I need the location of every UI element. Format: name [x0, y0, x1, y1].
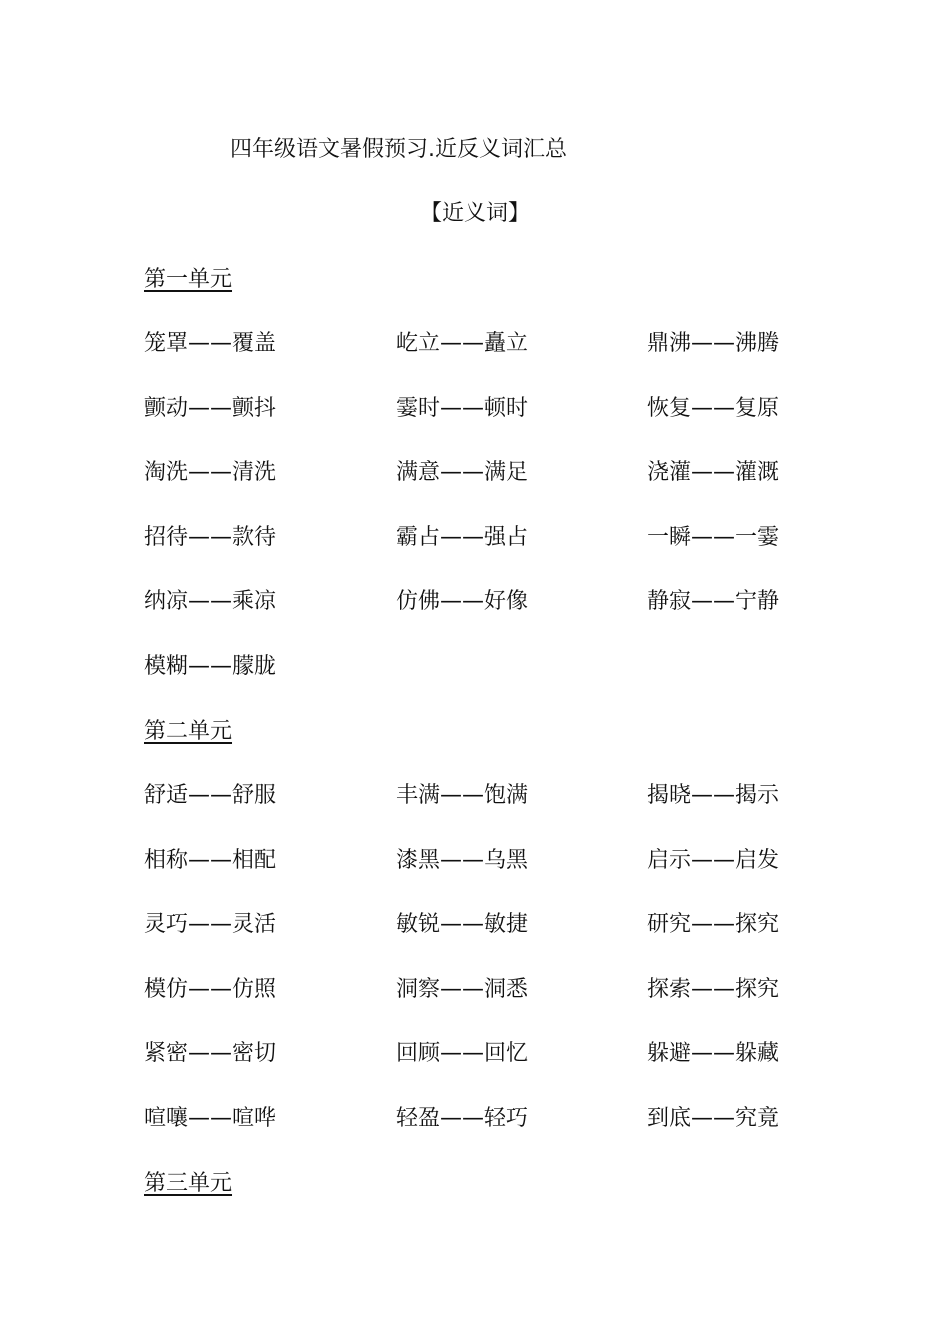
word-pair-row	[144, 328, 844, 393]
word-pair: 漆黑——乌黑	[396, 847, 529, 873]
word-pair: 紧密——密切	[144, 1041, 277, 1067]
word-pair-row	[144, 974, 844, 1039]
word-pair: 一瞬——一霎	[647, 524, 780, 550]
word-pair: 屹立——矗立	[396, 331, 529, 356]
word-pair: 静寂——宁静	[647, 589, 780, 615]
word-pair: 研究——探究	[647, 912, 780, 938]
word-pair: 恢复——复原	[647, 395, 780, 421]
word-pair: 启示——启发	[647, 847, 780, 873]
word-pair: 探索——探究	[647, 976, 780, 1002]
word-pair: 霸占——强占	[396, 524, 529, 550]
word-pair: 模仿——仿照	[144, 976, 277, 1002]
word-pair-grid-unit-1	[144, 328, 844, 716]
word-pair: 丰满——饱满	[396, 783, 529, 808]
word-pair: 揭晓——揭示	[647, 783, 780, 808]
section-heading-synonyms: 【近义词】	[419, 201, 530, 226]
word-pair-row	[144, 1103, 844, 1168]
unit-heading-2: 第二单元	[144, 719, 233, 744]
word-pair-row	[144, 909, 844, 974]
word-pair: 洞察——洞悉	[396, 976, 529, 1002]
word-pair: 颤动——颤抖	[144, 395, 277, 421]
word-pair: 笼罩——覆盖	[144, 331, 277, 356]
word-pair: 淘洗——清洗	[144, 460, 277, 486]
word-pair: 霎时——顿时	[396, 395, 529, 421]
word-pair-row	[144, 1038, 844, 1103]
word-pair-row	[144, 586, 844, 651]
word-pair-row	[144, 651, 844, 716]
word-pair-row	[144, 845, 844, 910]
word-pair: 舒适——舒服	[144, 783, 277, 808]
word-pair: 鼎沸——沸腾	[647, 331, 780, 356]
word-pair: 仿佛——好像	[396, 589, 529, 615]
word-pair: 喧嚷——喧哗	[144, 1105, 277, 1131]
word-pair-row	[144, 393, 844, 458]
word-pair: 回顾——回忆	[396, 1041, 529, 1067]
word-pair: 敏锐——敏捷	[396, 912, 529, 938]
word-pair-row	[144, 780, 844, 845]
word-pair: 满意——满足	[396, 460, 529, 486]
word-pair-row	[144, 457, 844, 522]
word-pair-row	[144, 522, 844, 587]
word-pair: 浇灌——灌溉	[647, 460, 780, 486]
word-pair: 躲避——躲藏	[647, 1041, 780, 1067]
word-pair-grid-unit-2	[144, 780, 844, 1168]
word-pair: 相称——相配	[144, 847, 277, 873]
word-pair: 灵巧——灵活	[144, 912, 277, 938]
word-pair: 轻盈——轻巧	[396, 1105, 529, 1131]
word-pair: 纳凉——乘凉	[144, 589, 277, 615]
unit-heading-3: 第三单元	[144, 1171, 233, 1196]
document-title: 四年级语文暑假预习.近反义词汇总	[230, 137, 567, 162]
unit-heading-1: 第一单元	[144, 267, 233, 292]
word-pair: 招待——款待	[144, 524, 277, 550]
word-pair: 模糊——朦胧	[144, 653, 277, 679]
word-pair: 到底——究竟	[647, 1105, 780, 1131]
